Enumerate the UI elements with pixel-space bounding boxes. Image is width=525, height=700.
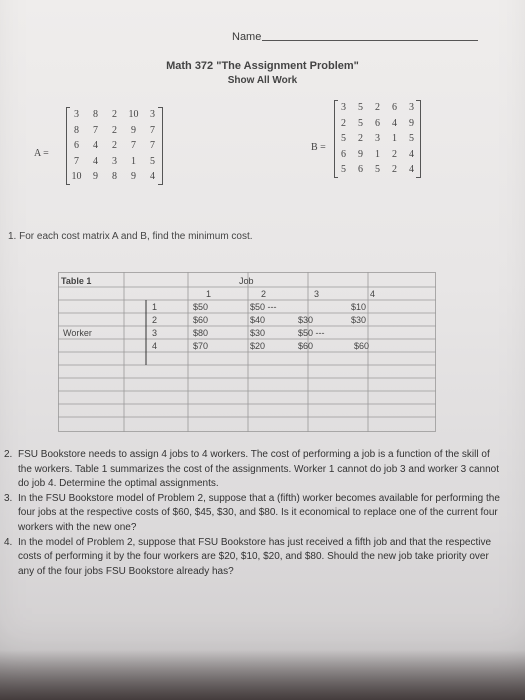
name-label: Name — [232, 31, 262, 43]
matrix-b-cell: 5 — [358, 102, 363, 113]
bracket-cap — [158, 184, 162, 185]
matrix-b-cell: 9 — [358, 148, 363, 160]
cost-cell: $10 — [351, 302, 367, 312]
matrix-b-cell: 1 — [392, 133, 397, 144]
matrix-b-cell: 5 — [375, 164, 380, 175]
matrix-b-cell: 9 — [409, 117, 414, 129]
cost-cell: $40 — [250, 315, 266, 325]
name-blank-line — [262, 40, 478, 41]
job-header: Job — [239, 276, 254, 286]
job-number-header: 2 — [261, 289, 267, 299]
cost-cell: $50 --- — [250, 302, 277, 312]
cost-cell: $70 — [193, 341, 209, 351]
worksheet-title: Math 372 "The Assignment Problem" — [166, 60, 359, 72]
photo-shadow — [0, 650, 525, 700]
matrix-b-cell: 4 — [409, 148, 414, 160]
matrix-b-cell: 4 — [392, 117, 397, 129]
matrix-a-cell: 8 — [74, 124, 79, 136]
table-title: Table 1 — [61, 276, 92, 286]
matrix-a-row — [67, 154, 162, 170]
problem-1 — [8, 231, 253, 242]
matrix-a-cell: 7 — [150, 140, 155, 151]
cost-cell: $50 — [193, 302, 209, 312]
cost-cell: $20 — [250, 341, 266, 351]
bracket-cap — [66, 184, 70, 185]
job-number-header: 3 — [314, 289, 320, 299]
matrix-a-cell: 7 — [131, 140, 136, 151]
matrix-b-cell: 2 — [341, 117, 346, 129]
worker-number: 3 — [152, 328, 158, 338]
matrix-b-cell: 1 — [375, 148, 380, 160]
matrix-b-cell: 6 — [341, 148, 346, 160]
matrix-b-row — [335, 116, 420, 132]
worker-number: 4 — [152, 341, 158, 351]
matrix-a-label: A = — [34, 148, 49, 159]
matrix-b-cell: 2 — [392, 148, 397, 160]
matrix-b — [334, 100, 421, 178]
matrix-a-row — [67, 123, 162, 139]
cost-cell: $50 --- — [298, 328, 325, 338]
matrix-a-cell: 3 — [112, 155, 117, 167]
table-1 — [58, 272, 436, 432]
question-list — [4, 448, 504, 579]
question-item — [4, 536, 504, 580]
cost-cell: $60 — [193, 315, 209, 325]
question-text: In the FSU Bookstore model of Problem 2, suppose that a (fifth) worker becomes available for performing the four jobs at the respective costs of $60, $45, $30, and $80. Is it economical to replace one of the current four workers with the new one? — [18, 492, 500, 533]
matrix-a-cell: 7 — [93, 124, 98, 136]
matrix-b-cell: 6 — [392, 102, 397, 113]
matrix-b-cell: 3 — [341, 102, 346, 113]
matrix-a-cell: 6 — [74, 140, 79, 151]
matrix-a-cell: 2 — [112, 124, 117, 136]
matrix-a-cell: 1 — [131, 155, 136, 167]
question-number: 2. — [4, 449, 13, 460]
matrix-a-cell: 7 — [150, 124, 155, 136]
matrix-a-row — [67, 169, 162, 185]
matrix-b-row — [335, 100, 420, 116]
matrix-a-cell: 2 — [112, 140, 117, 151]
matrix-b-cell: 2 — [358, 133, 363, 144]
matrix-b-cell: 6 — [358, 164, 363, 175]
worker-number: 2 — [152, 315, 158, 325]
bracket-cap — [158, 107, 162, 108]
matrix-a-cell: 9 — [131, 124, 136, 136]
matrix-a-cell: 9 — [93, 171, 98, 182]
matrix-b-cell: 4 — [409, 164, 414, 175]
matrix-a-row — [67, 107, 162, 123]
matrix-b-cell: 3 — [409, 102, 414, 113]
table-grid — [58, 272, 436, 432]
question-number: 4. — [4, 536, 13, 548]
matrix-a-row — [67, 138, 162, 154]
matrix-b-cell: 5 — [341, 164, 346, 175]
cost-cell: $80 — [193, 328, 209, 338]
matrix-a-cell: 3 — [150, 109, 155, 120]
matrix-a-cell: 7 — [74, 155, 79, 167]
matrix-a — [66, 107, 163, 185]
worker-header: Worker — [63, 328, 92, 338]
matrix-b-cell: 5 — [358, 117, 363, 129]
bracket-cap — [334, 177, 338, 178]
job-number-header: 4 — [370, 289, 376, 299]
problem-1-number: 1. — [8, 231, 17, 242]
job-number-header: 1 — [206, 289, 212, 299]
question-number: 3. — [4, 492, 13, 504]
matrix-a-cell: 10 — [128, 109, 139, 120]
matrix-a-cell: 4 — [150, 171, 155, 182]
matrix-b-cell: 6 — [375, 117, 380, 129]
matrix-b-cell: 2 — [392, 164, 397, 175]
matrix-b-row — [335, 147, 420, 163]
matrix-b-cell: 5 — [341, 133, 346, 144]
matrix-a-cell: 4 — [93, 140, 98, 151]
matrix-b-cell: 5 — [409, 133, 414, 144]
bracket-cap — [416, 177, 420, 178]
cost-cell: $60 — [298, 341, 314, 351]
matrix-a-cell: 5 — [150, 155, 155, 167]
matrix-a-cell: 9 — [131, 171, 136, 182]
matrix-a-cell: 2 — [112, 109, 117, 120]
matrix-b-row — [335, 131, 420, 147]
matrix-b-cell: 3 — [375, 133, 380, 144]
bracket-cap — [416, 100, 420, 101]
cost-cell: $60 — [354, 341, 370, 351]
question-text: In the model of Problem 2, suppose that FSU Bookstore has just received a fifth job and that the respective costs of performing it by the four workers are $20, $10, $20, and $80. Should the new job take priority over any of the four jobs FSU Bookstore already has? — [18, 536, 492, 577]
matrix-a-cell: 10 — [71, 171, 82, 182]
matrix-b-row — [335, 162, 420, 178]
question-item — [4, 492, 504, 536]
cost-cell: $30 — [298, 315, 314, 325]
question-item — [4, 448, 504, 492]
matrix-b-cell: 2 — [375, 102, 380, 113]
cost-cell: $30 — [351, 315, 367, 325]
matrix-a-cell: 8 — [93, 109, 98, 120]
worksheet-subtitle: Show All Work — [227, 75, 298, 86]
problem-1-text: For each cost matrix A and B, find the minimum cost. — [19, 231, 253, 242]
matrix-b-label: B = — [311, 142, 326, 153]
cost-cell: $30 — [250, 328, 266, 338]
matrix-a-cell: 8 — [112, 171, 117, 182]
matrix-a-cell: 3 — [74, 109, 79, 120]
bracket-cap — [334, 100, 338, 101]
worker-number: 1 — [152, 302, 158, 312]
question-text: FSU Bookstore needs to assign 4 jobs to 4 workers. The cost of performing a job is a function of the skill of the workers. Table 1 summarizes the cost of the assignments. Worker 1 cannot do job 3 and worker 3 cannot do job 4. Determine the optimal assignments. — [18, 449, 499, 490]
bracket-cap — [66, 107, 70, 108]
matrix-a-cell: 4 — [93, 155, 98, 167]
